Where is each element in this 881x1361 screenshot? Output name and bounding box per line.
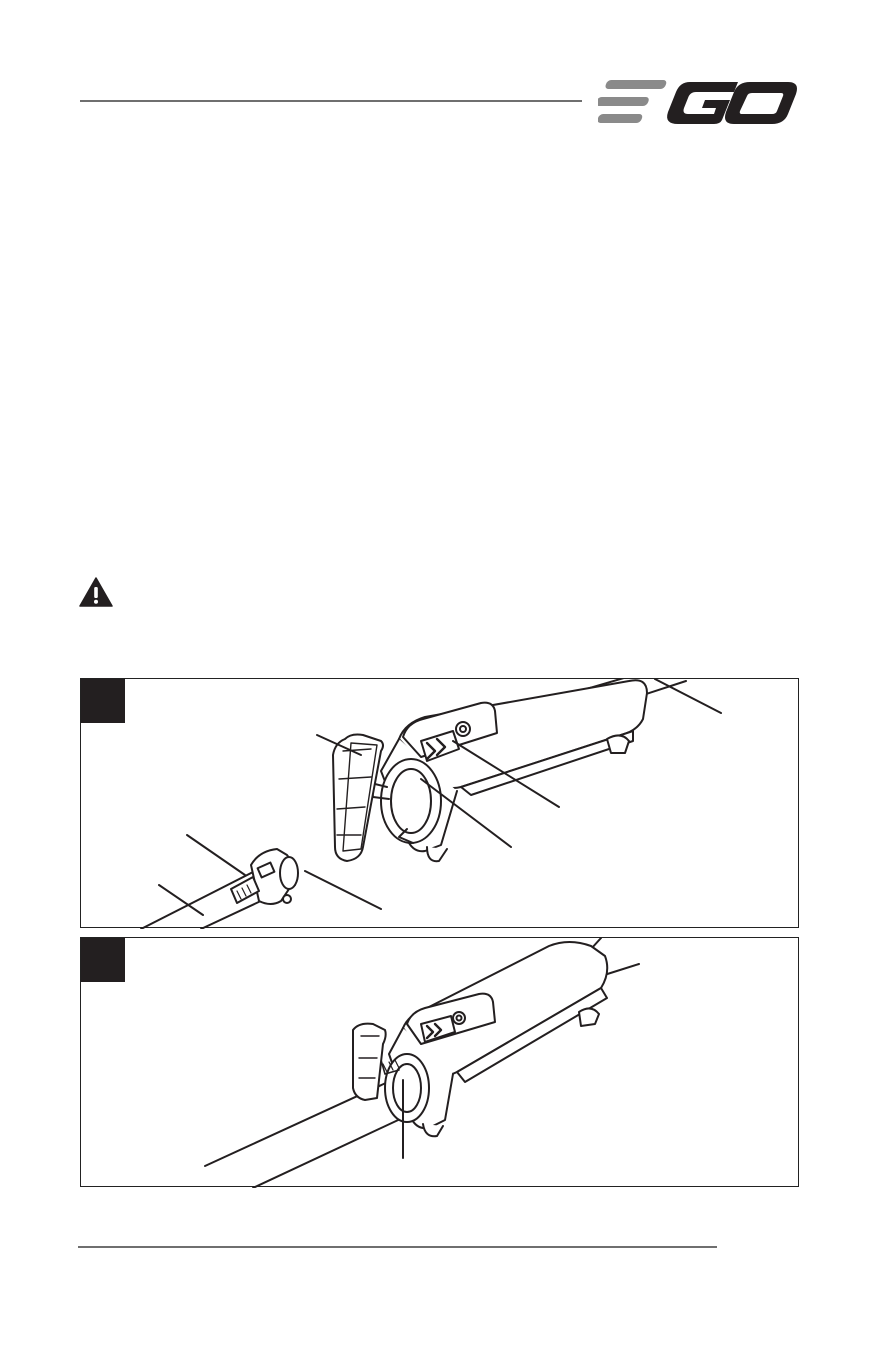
- footer-rule: [78, 1246, 717, 1248]
- figure-b-illustration: [81, 938, 800, 1188]
- header-rule: [80, 100, 582, 102]
- figure-a: [80, 678, 799, 928]
- warning-triangle-icon: [79, 577, 113, 607]
- figure-b: [80, 937, 799, 1187]
- figure-a-illustration: [81, 679, 800, 929]
- figure-a-tab: [81, 679, 125, 723]
- ego-logo: [598, 78, 800, 126]
- figure-b-tab: [81, 938, 125, 982]
